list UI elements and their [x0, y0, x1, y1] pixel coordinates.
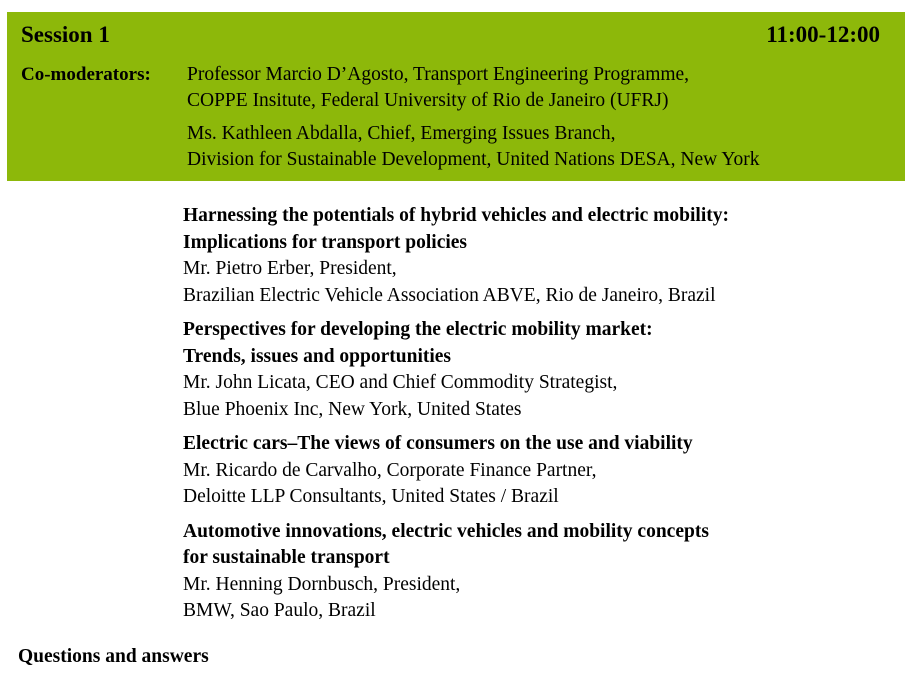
speaker-line: Brazilian Electric Vehicle Association ABVE, Rio de Janeiro, Brazil	[183, 284, 716, 306]
talk-title: Trends, issues and opportunities	[183, 345, 452, 367]
talk-item	[183, 519, 883, 625]
talk-title: for sustainable transport	[183, 547, 390, 568]
moderator-line: Professor Marcio D’Agosto, Transport Engineering Programme,	[187, 64, 690, 85]
talk-title: Implications for transport policies	[183, 231, 468, 253]
speaker-line: Blue Phoenix Inc, New York, United States	[183, 398, 522, 420]
speaker-line: Mr. John Licata, CEO and Chief Commodity Strategist,	[183, 372, 618, 393]
speaker-line: Deloitte LLP Consultants, United States / Brazil	[183, 486, 559, 507]
questions-and-answers: Questions and answers	[18, 646, 209, 667]
speaker-line: Mr. Ricardo de Carvalho, Corporate Finance Partner,	[183, 459, 597, 481]
moderator-entry	[187, 121, 760, 173]
moderator-entry	[187, 62, 760, 114]
talk-title: Harnessing the potentials of hybrid vehicles and electric mobility:	[183, 205, 729, 226]
session-time: 11:00-12:00	[766, 22, 880, 47]
comoderators-label: Co-moderators:	[21, 64, 151, 85]
comoderators-list	[187, 62, 760, 173]
speaker-line: BMW, Sao Paulo, Brazil	[183, 600, 376, 621]
moderator-line: Ms. Kathleen Abdalla, Chief, Emerging Issues Branch,	[187, 123, 616, 144]
talk-title: Automotive innovations, electric vehicles and mobility concepts	[183, 520, 709, 542]
talk-item	[183, 203, 883, 309]
talk-title: Electric cars–The views of consumers on the use and viability	[183, 433, 693, 454]
talk-list	[183, 203, 883, 633]
talk-item	[183, 317, 883, 423]
speaker-line: Mr. Pietro Erber, President,	[183, 258, 397, 279]
talk-item	[183, 431, 883, 511]
moderator-line: COPPE Insitute, Federal University of Rio de Janeiro (UFRJ)	[187, 90, 669, 111]
session-title: Session 1	[21, 22, 110, 47]
moderator-line: Division for Sustainable Development, United Nations DESA, New York	[187, 149, 760, 170]
session-header	[7, 12, 905, 181]
speaker-line: Mr. Henning Dornbusch, President,	[183, 573, 461, 595]
talk-title: Perspectives for developing the electric mobility market:	[183, 319, 653, 340]
